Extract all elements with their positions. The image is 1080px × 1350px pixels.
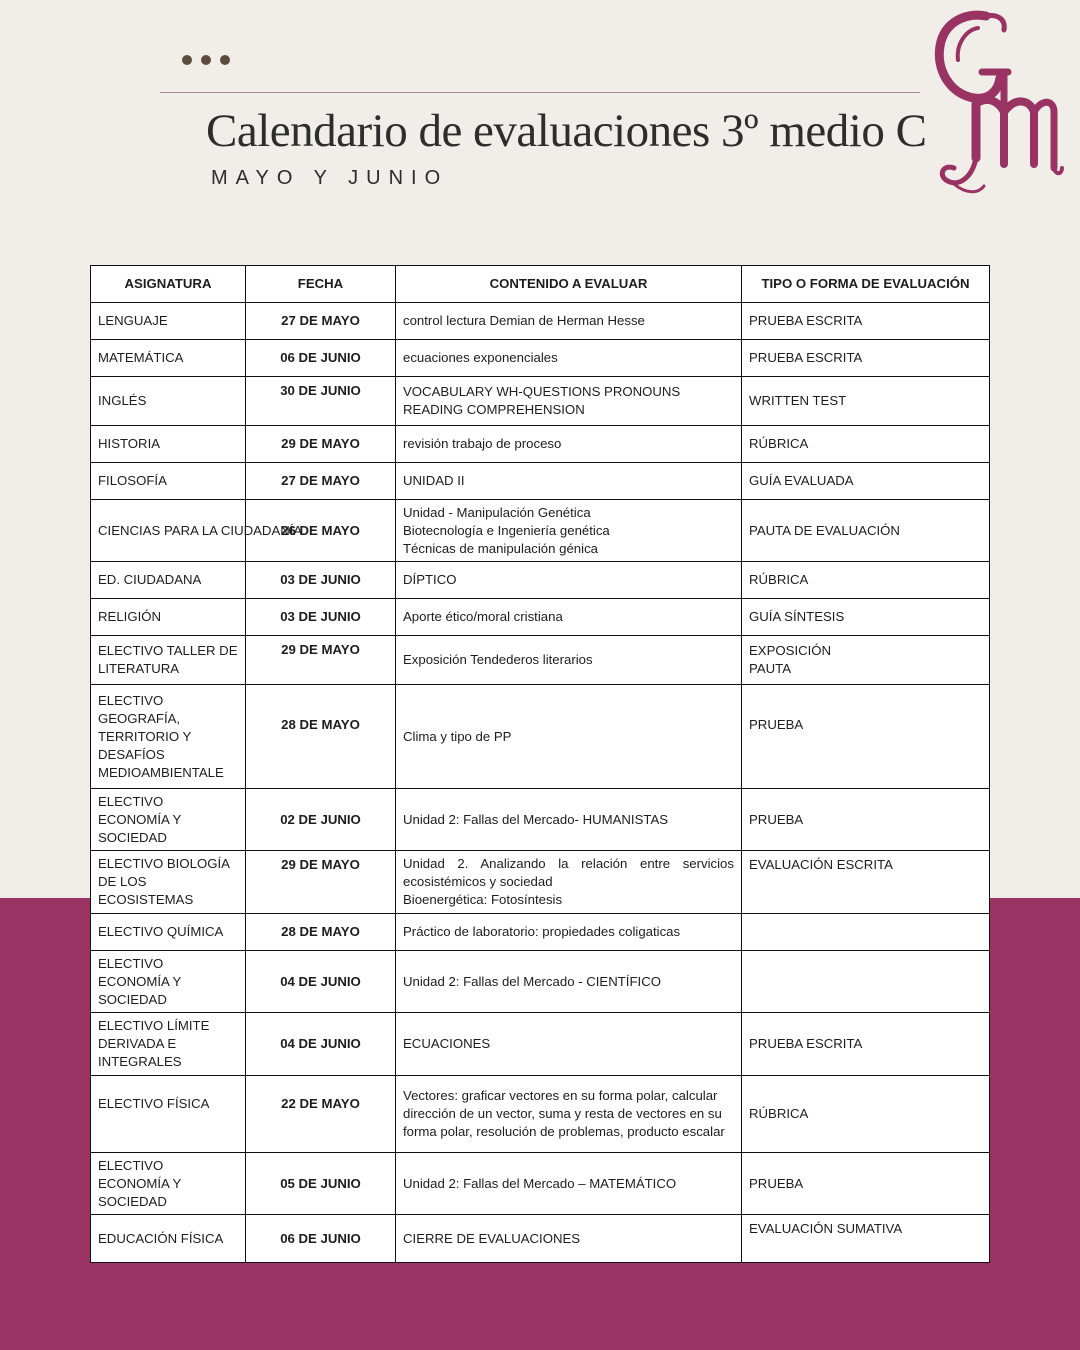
cell-tipo: PRUEBA bbox=[742, 1153, 990, 1215]
cell-asignatura: ELECTIVO LÍMITE DERIVADA E INTEGRALES bbox=[91, 1013, 246, 1076]
cell-fecha: 03 DE JUNIO bbox=[246, 599, 396, 636]
cell-asignatura: EDUCACIÓN FÍSICA bbox=[91, 1215, 246, 1263]
cell-contenido: Unidad 2: Fallas del Mercado - CIENTÍFICO bbox=[396, 951, 742, 1013]
cell-fecha: 30 DE JUNIO bbox=[246, 377, 396, 426]
cell-tipo: PAUTA DE EVALUACIÓN bbox=[742, 500, 990, 562]
table-row bbox=[91, 562, 990, 599]
cell-fecha: 06 DE JUNIO bbox=[246, 1215, 396, 1263]
cell-tipo: EVALUACIÓN SUMATIVA bbox=[742, 1215, 990, 1263]
column-header-tipo: TIPO O FORMA DE EVALUACIÓN bbox=[742, 266, 990, 303]
table-row bbox=[91, 426, 990, 463]
table-row bbox=[91, 1076, 990, 1153]
cell-fecha: 29 DE MAYO bbox=[246, 851, 396, 914]
column-header-asignatura: ASIGNATURA bbox=[91, 266, 246, 303]
cell-asignatura: ED. CIUDADANA bbox=[91, 562, 246, 599]
dots-decoration bbox=[182, 55, 230, 65]
cell-tipo: PRUEBA bbox=[742, 685, 990, 789]
cell-asignatura: ELECTIVO ECONOMÍA Y SOCIEDAD bbox=[91, 951, 246, 1013]
table-row bbox=[91, 303, 990, 340]
table-row bbox=[91, 1153, 990, 1215]
dot bbox=[201, 55, 211, 65]
cell-fecha: 28 DE MAYO bbox=[246, 685, 396, 789]
cell-asignatura: LENGUAJE bbox=[91, 303, 246, 340]
cell-tipo: PRUEBA bbox=[742, 789, 990, 851]
table-row bbox=[91, 463, 990, 500]
cell-asignatura: HISTORIA bbox=[91, 426, 246, 463]
cell-tipo: EXPOSICIÓN PAUTA bbox=[742, 636, 990, 685]
cell-tipo: PRUEBA ESCRITA bbox=[742, 303, 990, 340]
table-row bbox=[91, 500, 990, 562]
cell-contenido: Exposición Tendederos literarios bbox=[396, 636, 742, 685]
table-row bbox=[91, 1215, 990, 1263]
table-row bbox=[91, 914, 990, 951]
cell-contenido: CIERRE DE EVALUACIONES bbox=[396, 1215, 742, 1263]
cell-contenido: DÍPTICO bbox=[396, 562, 742, 599]
cell-fecha: 27 DE MAYO bbox=[246, 303, 396, 340]
table-row bbox=[91, 685, 990, 789]
cell-tipo: RÚBRICA bbox=[742, 426, 990, 463]
table-header-row bbox=[91, 266, 990, 303]
cell-fecha: 03 DE JUNIO bbox=[246, 562, 396, 599]
cell-asignatura: ELECTIVO GEOGRAFÍA, TERRITORIO Y DESAFÍOS MEDIOAMBIENTALE bbox=[91, 685, 246, 789]
cell-contenido: Práctico de laboratorio: propiedades coligaticas bbox=[396, 914, 742, 951]
cell-fecha: 28 DE MAYO bbox=[246, 914, 396, 951]
cell-fecha: 26 DE MAYO bbox=[246, 500, 396, 562]
cell-fecha: 29 DE MAYO bbox=[246, 636, 396, 685]
cell-tipo: WRITTEN TEST bbox=[742, 377, 990, 426]
cell-contenido: Clima y tipo de PP bbox=[396, 685, 742, 789]
cell-asignatura: ELECTIVO ECONOMÍA Y SOCIEDAD bbox=[91, 1153, 246, 1215]
cell-tipo bbox=[742, 951, 990, 1013]
cell-fecha: 29 DE MAYO bbox=[246, 426, 396, 463]
cell-asignatura: CIENCIAS PARA LA CIUDADANÍA bbox=[91, 500, 246, 562]
table-row bbox=[91, 1013, 990, 1076]
cell-contenido: Aporte ético/moral cristiana bbox=[396, 599, 742, 636]
cell-fecha: 06 DE JUNIO bbox=[246, 340, 396, 377]
header-divider bbox=[160, 92, 920, 93]
column-header-fecha: FECHA bbox=[246, 266, 396, 303]
cell-tipo: GUÍA SÍNTESIS bbox=[742, 599, 990, 636]
cell-contenido: Unidad - Manipulación Genética Biotecnología e Ingeniería genética Técnicas de manipulación génica bbox=[396, 500, 742, 562]
cell-asignatura: FILOSOFÍA bbox=[91, 463, 246, 500]
cell-contenido: VOCABULARY WH-QUESTIONS PRONOUNS READING COMPREHENSION bbox=[396, 377, 742, 426]
cell-asignatura: ELECTIVO TALLER DE LITERATURA bbox=[91, 636, 246, 685]
cell-tipo: GUÍA EVALUADA bbox=[742, 463, 990, 500]
table-row bbox=[91, 377, 990, 426]
cell-fecha: 04 DE JUNIO bbox=[246, 951, 396, 1013]
column-header-contenido: CONTENIDO A EVALUAR bbox=[396, 266, 742, 303]
cell-tipo: PRUEBA ESCRITA bbox=[742, 340, 990, 377]
cell-contenido: Unidad 2. Analizando la relación entre servicios ecosistémicos y sociedad Bioenergética: Fotosíntesis bbox=[396, 851, 742, 914]
table-row bbox=[91, 951, 990, 1013]
table-row bbox=[91, 340, 990, 377]
cell-contenido: revisión trabajo de proceso bbox=[396, 426, 742, 463]
page-subtitle: MAYO Y JUNIO bbox=[211, 167, 449, 189]
cell-asignatura: ELECTIVO BIOLOGÍA DE LOS ECOSISTEMAS bbox=[91, 851, 246, 914]
table-row bbox=[91, 599, 990, 636]
cell-asignatura: ELECTIVO ECONOMÍA Y SOCIEDAD bbox=[91, 789, 246, 851]
page-title: Calendario de evaluaciones 3º medio C bbox=[206, 105, 927, 157]
cell-asignatura: ELECTIVO QUÍMICA bbox=[91, 914, 246, 951]
cell-asignatura: ELECTIVO FÍSICA bbox=[91, 1076, 246, 1153]
cell-fecha: 02 DE JUNIO bbox=[246, 789, 396, 851]
table-row bbox=[91, 789, 990, 851]
cell-fecha: 05 DE JUNIO bbox=[246, 1153, 396, 1215]
table-row bbox=[91, 851, 990, 914]
evaluation-table bbox=[90, 265, 990, 1263]
cell-contenido: ECUACIONES bbox=[396, 1013, 742, 1076]
cell-contenido: UNIDAD II bbox=[396, 463, 742, 500]
cell-tipo bbox=[742, 914, 990, 951]
cell-contenido: ecuaciones exponenciales bbox=[396, 340, 742, 377]
cell-fecha: 22 DE MAYO bbox=[246, 1076, 396, 1153]
cell-contenido: control lectura Demian de Herman Hesse bbox=[396, 303, 742, 340]
cell-fecha: 04 DE JUNIO bbox=[246, 1013, 396, 1076]
table-row bbox=[91, 636, 990, 685]
cell-tipo: PRUEBA ESCRITA bbox=[742, 1013, 990, 1076]
cell-tipo: EVALUACIÓN ESCRITA bbox=[742, 851, 990, 914]
cell-contenido: Unidad 2: Fallas del Mercado- HUMANISTAS bbox=[396, 789, 742, 851]
dot bbox=[220, 55, 230, 65]
cell-tipo: RÚBRICA bbox=[742, 1076, 990, 1153]
cell-asignatura: RELIGIÓN bbox=[91, 599, 246, 636]
cell-asignatura: INGLÉS bbox=[91, 377, 246, 426]
cell-fecha: 27 DE MAYO bbox=[246, 463, 396, 500]
cell-asignatura: MATEMÁTICA bbox=[91, 340, 246, 377]
cell-tipo: RÚBRICA bbox=[742, 562, 990, 599]
cell-contenido: Unidad 2: Fallas del Mercado – MATEMÁTICO bbox=[396, 1153, 742, 1215]
cell-contenido: Vectores: graficar vectores en su forma polar, calcular dirección de un vector, suma y resta de vectores en su forma polar, resolución de problemas, producto escalar bbox=[396, 1076, 742, 1153]
dot bbox=[182, 55, 192, 65]
school-monogram-logo bbox=[926, 8, 1064, 198]
